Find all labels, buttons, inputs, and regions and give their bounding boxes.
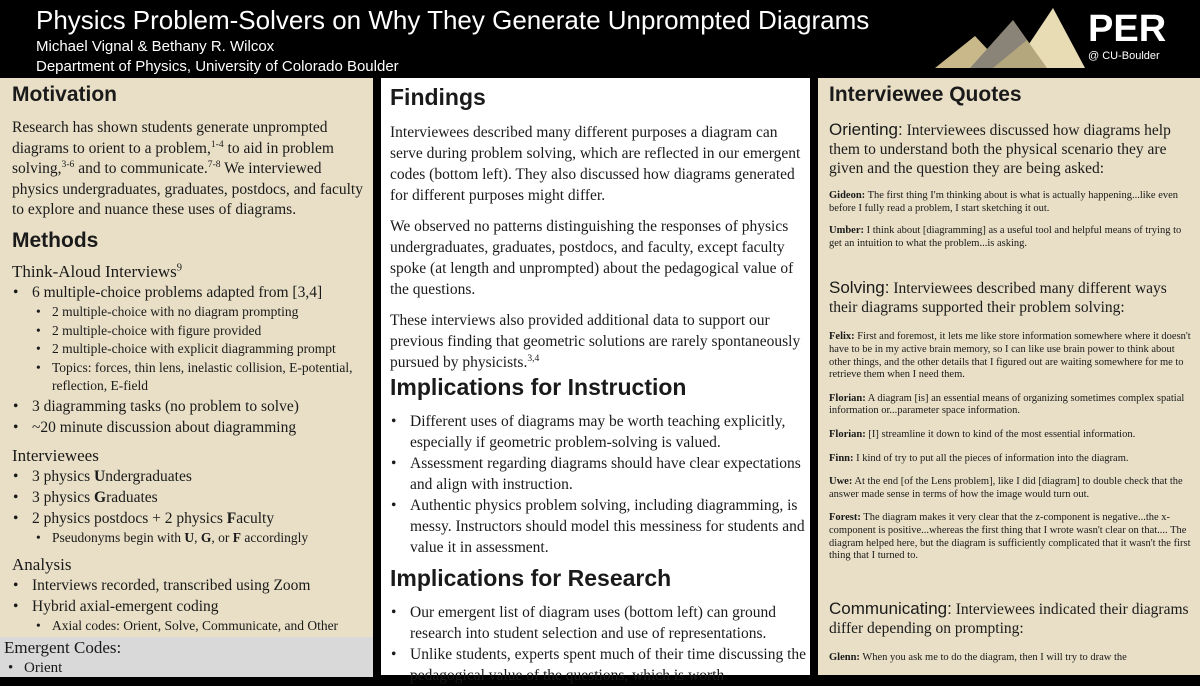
quote: Uwe: At the end [of the Lens problem], like I did [diagram] to double check that the answer made sense in terms of how the image would turn out. xyxy=(829,476,1183,500)
emergent-codes-heading: Emergent Codes: xyxy=(4,638,122,657)
instruction-heading: Implications for Instruction xyxy=(390,374,687,400)
think-aloud-heading: Think-Aloud Interviews$^9$ xyxy=(12,262,183,281)
quote: Umber: I think about [diagramming] as a useful tool and helpful means of trying to get an intuition to what the problem...is asking. xyxy=(829,225,1182,249)
emergent-codes-box xyxy=(0,637,373,677)
research-section xyxy=(390,564,810,686)
list-item: • Pseudonyms begin with U, G, or F accordingly xyxy=(12,529,364,548)
middle-column xyxy=(373,78,818,684)
findings-paragraph: These interviews also provided additional data to support our previous finding that geometric solutions are rarely spontaneously pursued by physicists.$^{3,4}$ xyxy=(390,312,801,371)
per-logo-text: PER xyxy=(1088,8,1167,50)
instruction-section xyxy=(390,373,810,558)
list-item: • Our emergent list of diagram uses (bottom left) can ground research into student selection and use of representations. xyxy=(390,602,810,644)
quote: Felix: First and foremost, it lets me like store information somewhere where it doesn't have to be in my active brain memory, so I can like use brain power to think about other things, and the other details that I figured out are waiting somewhere for me to retrieve them when I need them. xyxy=(829,331,1191,381)
analysis-list xyxy=(12,575,364,636)
quotes-section xyxy=(829,82,1191,664)
list-item: • Unlike students, experts spent much of their time discussing the pedagogical value of the questions, which is worth xyxy=(390,644,810,686)
list-item: • Topics: forces, thin lens, inelastic collision, E-potential, reflection, E-field xyxy=(12,359,364,396)
poster-header xyxy=(0,0,1200,78)
findings-heading: Findings xyxy=(390,84,486,110)
authors: Michael Vignal & Bethany R. Wilcox xyxy=(36,38,275,55)
methods-section xyxy=(12,228,364,636)
mountains-logo-icon xyxy=(935,6,1085,70)
motivation-section xyxy=(12,82,364,221)
analysis-heading: Analysis xyxy=(12,555,72,574)
left-column xyxy=(0,78,373,675)
research-heading: Implications for Research xyxy=(390,565,672,591)
communicating-intro: Communicating: Interviewees indicated their diagrams differ depending on prompting: xyxy=(829,598,1189,637)
list-item: • 3 physics Graduates xyxy=(12,487,364,508)
quote: Glenn: When you ask me to do the diagram, then I will try to draw the xyxy=(829,651,1127,663)
list-item: • 3 physics Undergraduates xyxy=(12,466,364,487)
list-item: • 2 physics postdocs + 2 physics Faculty xyxy=(12,508,364,529)
quote: Finn: I kind of try to put all the pieces of information into the diagram. xyxy=(829,452,1129,464)
department: Department of Physics, University of Colorado Boulder xyxy=(36,58,399,75)
quotes-heading: Interviewee Quotes xyxy=(829,83,1022,106)
findings-section xyxy=(390,83,810,373)
list-item: • Authentic physics problem solving, including diagramming, is messy. Instructors should model this messiness for students and value it in assessment. xyxy=(390,495,810,558)
interviewees-heading: Interviewees xyxy=(12,445,99,465)
list-item: • Axial codes: Orient, Solve, Communicate, and Other xyxy=(12,617,364,636)
list-item: • 3 diagramming tasks (no problem to solve) xyxy=(12,396,364,417)
list-item: • Assessment regarding diagrams should have clear expectations and align with instruction. xyxy=(390,453,810,495)
poster-title: Physics Problem-Solvers on Why They Generate Unprompted Diagrams xyxy=(36,5,870,35)
findings-paragraph: Interviewees described many different purposes a diagram can serve during problem solving, which are reflected in our emergent codes (bottom left). They also discussed how diagrams generated for different purposes might differ. xyxy=(390,124,801,204)
list-item: • ~20 minute discussion about diagramming xyxy=(12,417,364,438)
quote: Florian: A diagram [is] an essential means of organizing sometimes complex spatial information or...parameter space information. xyxy=(829,392,1185,417)
orienting-intro: Orienting: Interviewees discussed how diagrams help them to understand both the physical scenario they are given and the question they are being asked: xyxy=(829,120,1171,177)
motivation-text: Research has shown students generate unprompted diagrams to orient to a problem,$^{1-4}$ to aid in problem solving,$^{3-6}$ and to communicate.$^{7-8}$ We interviewed physics undergraduates, graduates, postdocs, and faculty to explore and nuance these uses of diagrams. xyxy=(12,119,363,218)
list-item: • 2 multiple-choice with figure provided xyxy=(12,322,364,341)
instruction-list xyxy=(390,411,810,558)
quote: Forest: The diagram makes it very clear that the z-component is negative...the x-component is positive...whereas the first thing that I wrote wasn't clear on that.... The diagram helped here, but the diagram is sufficiently complicated that it wasn't the first thing that I turned to. xyxy=(829,512,1191,562)
interviewees-list xyxy=(12,466,364,548)
quote: Florian: [I] streamline it down to kind of the most essential information. xyxy=(829,428,1136,440)
right-column xyxy=(818,78,1200,675)
emergent-code-item: • Orient xyxy=(4,659,373,677)
motivation-heading: Motivation xyxy=(12,83,117,106)
list-item: • Interviews recorded, transcribed using Zoom xyxy=(12,575,364,596)
list-item: • Different uses of diagrams may be worth teaching explicitly, especially if geometric problem-solving is valued. xyxy=(390,411,810,453)
list-item: • 6 multiple-choice problems adapted from [3,4] xyxy=(12,282,364,303)
findings-paragraph: We observed no patterns distinguishing the responses of physics undergraduates, graduates, postdocs, and faculty, except faculty spoke (at length and unprompted) about the pedagogical value of the questions. xyxy=(390,218,794,298)
list-item: • Hybrid axial-emergent coding xyxy=(12,596,364,617)
per-logo-subtext: @ CU-Boulder xyxy=(1088,50,1160,62)
list-item: • 2 multiple-choice with explicit diagramming prompt xyxy=(12,340,364,359)
methods-heading: Methods xyxy=(12,229,99,252)
quote: Gideon: The first thing I'm thinking about is what is actually happening...like even before I fully read a problem, I start sketching it out. xyxy=(829,190,1179,214)
list-item: • 2 multiple-choice with no diagram prompting xyxy=(12,303,364,322)
research-list xyxy=(390,602,810,686)
think-aloud-list xyxy=(12,282,364,438)
solving-intro: Solving: Interviewees described many different ways their diagrams supported their problem solving: xyxy=(829,278,1167,317)
